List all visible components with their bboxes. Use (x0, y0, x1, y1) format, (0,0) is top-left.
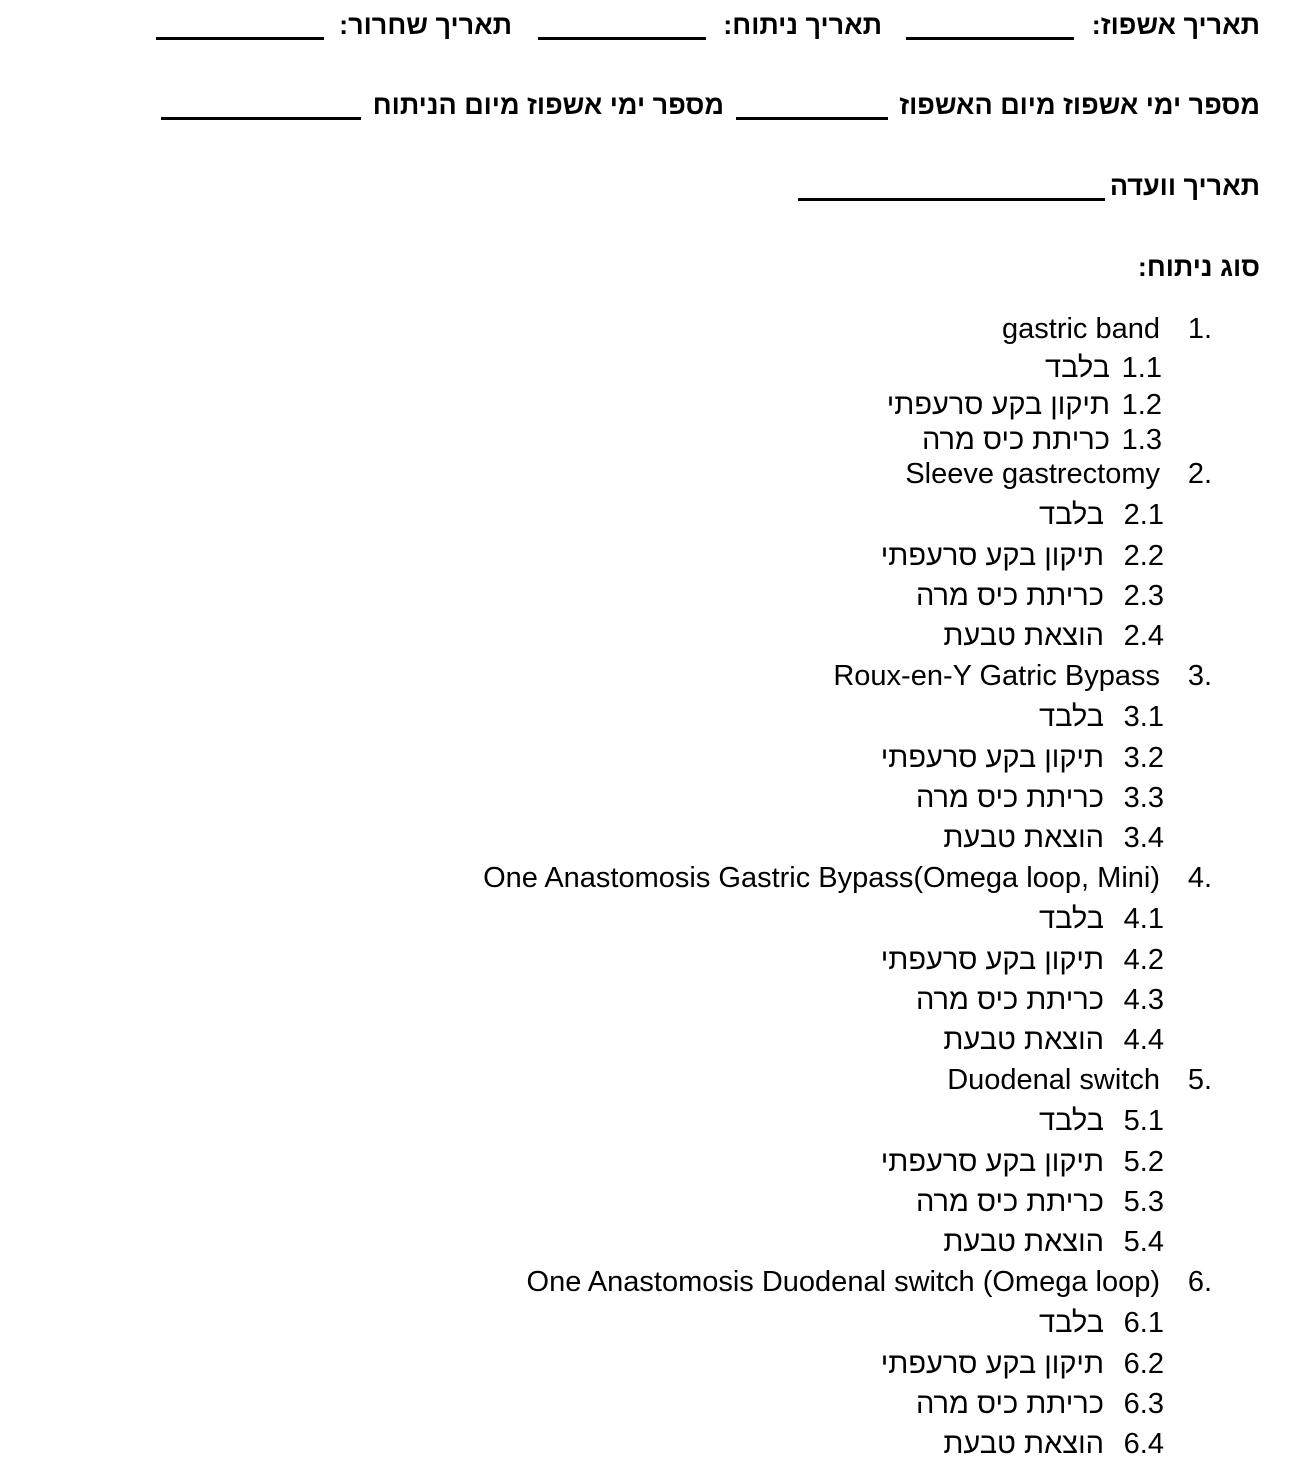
option-1-2-number: 1.2 (1121, 389, 1162, 421)
option-1-2-label[interactable]: תיקון בקע סרעפתי (886, 389, 1110, 421)
option-2-4-label[interactable]: הוצאת טבעת (943, 620, 1104, 652)
option-3-2-number: 3.2 (1123, 742, 1164, 774)
option-2-1-number: 2.1 (1123, 499, 1164, 531)
option-5-1-number: 5.1 (1123, 1105, 1164, 1137)
option-4-1-number: 4.1 (1123, 903, 1164, 935)
option-4-2-number: 4.2 (1123, 944, 1164, 976)
option-3-3-number: 3.3 (1123, 782, 1164, 814)
surgery-type-3-number: 3. (1187, 660, 1212, 692)
surgery-type-5-name[interactable]: Duodenal switch (947, 1064, 1160, 1096)
option-6-4-number: 6.4 (1123, 1428, 1164, 1460)
option-2-1-label[interactable]: בלבד (1039, 499, 1104, 531)
option-1-3-label[interactable]: כריתת כיס מרה (922, 424, 1110, 456)
days-from-surgery-field[interactable] (161, 117, 361, 120)
admission-date-field[interactable] (906, 37, 1074, 40)
surgery-date-field[interactable] (538, 37, 706, 40)
option-3-4-number: 3.4 (1123, 822, 1164, 854)
surgery-type-5-number: 5. (1187, 1064, 1212, 1096)
committee-date-field[interactable] (798, 198, 1105, 201)
discharge-date-field[interactable] (156, 37, 324, 40)
option-4-3-label[interactable]: כריתת כיס מרה (916, 984, 1104, 1016)
option-5-1-label[interactable]: בלבד (1039, 1105, 1104, 1137)
option-5-4-number: 5.4 (1123, 1226, 1164, 1258)
option-3-2-label[interactable]: תיקון בקע סרעפתי (880, 742, 1104, 774)
option-4-4-number: 4.4 (1123, 1024, 1164, 1056)
surgery-type-6-number: 6. (1187, 1266, 1212, 1298)
surgery-type-1-name[interactable]: gastric band (1002, 313, 1160, 345)
surgery-type-4-name[interactable]: One Anastomosis Gastric Bypass(Omega loop, Mini) (483, 862, 1160, 894)
days-from-admission-label: מספר ימי אשפוז מיום האשפוז (899, 90, 1260, 120)
option-1-1-number: 1.1 (1121, 352, 1162, 384)
option-5-3-number: 5.3 (1123, 1186, 1164, 1218)
option-6-1-number: 6.1 (1123, 1307, 1164, 1339)
surgery-type-2-name[interactable]: Sleeve gastrectomy (905, 458, 1160, 490)
option-4-1-label[interactable]: בלבד (1039, 903, 1104, 935)
option-6-3-number: 6.3 (1123, 1388, 1164, 1420)
option-3-1-number: 3.1 (1123, 701, 1164, 733)
option-5-4-label[interactable]: הוצאת טבעת (943, 1226, 1104, 1258)
option-1-1-label[interactable]: בלבד (1045, 352, 1110, 384)
option-3-4-label[interactable]: הוצאת טבעת (943, 822, 1104, 854)
option-4-3-number: 4.3 (1123, 984, 1164, 1016)
option-4-2-label[interactable]: תיקון בקע סרעפתי (880, 944, 1104, 976)
option-5-2-label[interactable]: תיקון בקע סרעפתי (880, 1146, 1104, 1178)
option-5-2-number: 5.2 (1123, 1146, 1164, 1178)
option-2-2-label[interactable]: תיקון בקע סרעפתי (880, 540, 1104, 572)
surgery-type-1-number: 1. (1187, 313, 1212, 345)
option-2-4-number: 2.4 (1123, 620, 1164, 652)
option-3-3-label[interactable]: כריתת כיס מרה (916, 782, 1104, 814)
option-2-3-number: 2.3 (1123, 580, 1164, 612)
surgery-type-label: סוג ניתוח: (1137, 252, 1260, 282)
option-3-1-label[interactable]: בלבד (1039, 701, 1104, 733)
surgery-type-6-name[interactable]: One Anastomosis Duodenal switch (Omega loop) (526, 1266, 1160, 1298)
option-2-3-label[interactable]: כריתת כיס מרה (916, 580, 1104, 612)
option-4-4-label[interactable]: הוצאת טבעת (943, 1024, 1104, 1056)
option-6-3-label[interactable]: כריתת כיס מרה (916, 1388, 1104, 1420)
surgery-type-2-number: 2. (1187, 458, 1212, 490)
admission-date-label: תאריך אשפוז: (1091, 10, 1260, 40)
option-6-2-number: 6.2 (1123, 1348, 1164, 1380)
option-1-3-number: 1.3 (1121, 424, 1162, 456)
days-from-admission-field[interactable] (736, 117, 888, 120)
option-6-4-label[interactable]: הוצאת טבעת (943, 1428, 1104, 1460)
option-5-3-label[interactable]: כריתת כיס מרה (916, 1186, 1104, 1218)
option-2-2-number: 2.2 (1123, 540, 1164, 572)
surgery-date-label: תאריך ניתוח: (723, 10, 882, 40)
days-from-surgery-label: מספר ימי אשפוז מיום הניתוח (372, 90, 724, 120)
option-6-1-label[interactable]: בלבד (1039, 1307, 1104, 1339)
committee-date-label: תאריך וועדה (1109, 171, 1260, 201)
surgery-type-3-name[interactable]: Roux-en-Y Gatric Bypass (833, 660, 1160, 692)
discharge-date-label: תאריך שחרור: (339, 10, 512, 40)
surgery-type-4-number: 4. (1187, 862, 1212, 894)
option-6-2-label[interactable]: תיקון בקע סרעפתי (880, 1348, 1104, 1380)
